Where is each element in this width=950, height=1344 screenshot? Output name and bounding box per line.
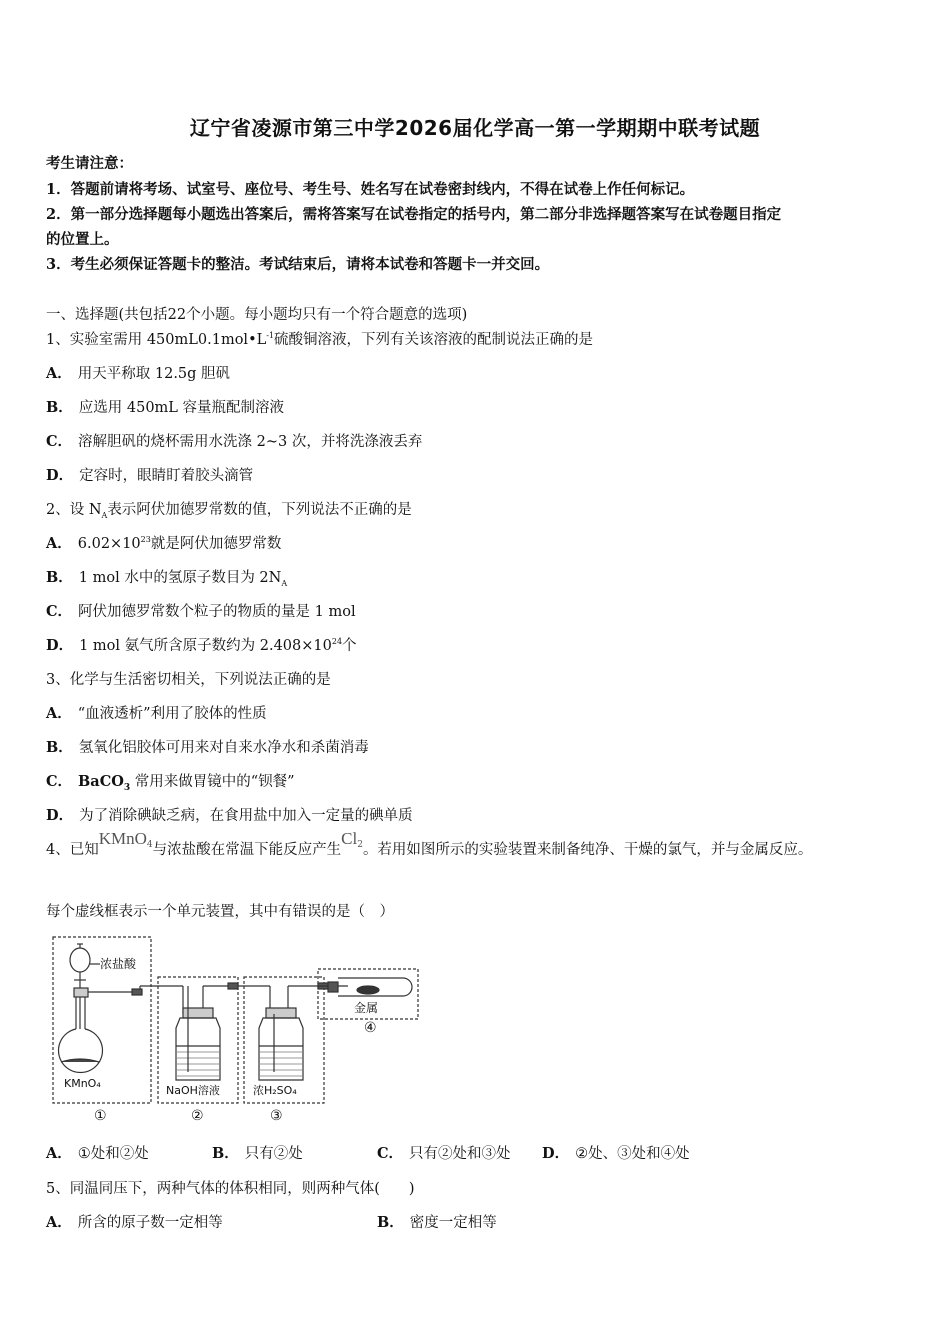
q3-stem: 3、化学与生活密切相关，下列说法正确的是 (46, 672, 331, 688)
label-unit-3: ③ (270, 1108, 283, 1124)
q3-a-text: “血液透析”利用了胶体的性质 (77, 706, 267, 722)
notice-item-2: 2．第一部分选择题每小题选出答案后，需将答案写在试卷指定的括号内，第二部分非选择题答案写在试卷题目指定 (46, 206, 782, 223)
q2-a-label: A． (46, 535, 72, 552)
q2-stem (46, 498, 412, 520)
q3-option-d (46, 804, 413, 825)
q1-stem-part2: 硫酸铜溶液，下列有关该溶液的配制说法正确的是 (274, 332, 594, 348)
q1-option-d (46, 464, 253, 485)
label-unit-2: ② (191, 1108, 204, 1124)
q5-option-a (46, 1211, 223, 1232)
q4-b-text: 只有②处 (244, 1146, 303, 1162)
q4-cl2-sub: 2 (357, 840, 363, 850)
q4-a-label: A． (46, 1145, 72, 1162)
page-title: 辽宁省凌源市第三中学2026届化学高一第一学期期中联考试题 (189, 116, 761, 140)
q4-kmno4: KMnO (98, 829, 147, 848)
q2-stem-part2: 表示阿伏加德罗常数的值，下列说法不正确的是 (107, 502, 412, 518)
q1-d-label: D． (46, 467, 74, 484)
notice-item-1: 1．答题前请将考场、试室号、座位号、考生号、姓名写在试卷密封线内，不得在试卷上作任何标记。 (46, 181, 695, 198)
q2-d-text2: 个 (342, 638, 357, 654)
q1-b-label: B． (46, 399, 73, 416)
q4-d-label: D． (542, 1145, 570, 1162)
q3-b-label: B． (46, 739, 73, 756)
apparatus-diagram (48, 934, 428, 1132)
label-unit-1: ① (94, 1108, 107, 1124)
q4-option-a (46, 1142, 149, 1163)
notice-heading: 考生请注意： (46, 155, 133, 172)
q4-options (46, 1142, 906, 1164)
label-h2so4: 浓H₂SO₄ (253, 1084, 297, 1097)
q2-stem-part1: 2、设 N (46, 502, 102, 518)
q1-option-a (46, 362, 230, 383)
q2-d-text1: 1 mol 氨气所含原子数约为 2.408×10 (79, 638, 332, 654)
notice-item-3: 3．考生必须保证答题卡的整洁。考试结束后，请将本试卷和答题卡一并交回。 (46, 256, 550, 273)
wash-bottle-naoh (176, 986, 228, 1080)
q2-b-label: B． (46, 569, 73, 586)
q3-c-text: 常用来做胃镜中的“钡餐” (130, 774, 295, 790)
q2-d-sup: 24 (331, 637, 343, 646)
q5-stem: 5、同温同压下，两种气体的体积相同，则两种气体( ) (46, 1181, 415, 1197)
q5-a-text: 所含的原子数一定相等 (77, 1215, 223, 1231)
label-metal: 金属 (354, 1001, 379, 1015)
q2-d-label: D． (46, 637, 74, 654)
q2-option-a (46, 532, 281, 553)
q4-option-c (377, 1142, 511, 1163)
q3-option-b (46, 736, 369, 757)
q5-a-label: A． (46, 1214, 72, 1231)
q3-c-formula: BaCO (78, 773, 124, 790)
q5-b-label: B． (377, 1214, 404, 1231)
q1-a-text: 用天平称取 12.5g 胆矾 (77, 366, 231, 382)
q4-c-label: C． (377, 1145, 404, 1162)
q1-stem-sup: -1 (266, 331, 275, 340)
q2-option-b (46, 566, 287, 588)
q2-b-sub: A (281, 578, 288, 588)
q2-option-d (46, 634, 357, 655)
q4-b-label: B． (212, 1145, 239, 1162)
q1-d-text: 定容时，眼睛盯着胶头滴管 (79, 468, 254, 484)
q2-stem-sub: A (101, 510, 108, 520)
q1-stem (46, 328, 593, 349)
q3-a-label: A． (46, 705, 72, 722)
label-naoh: NaOH溶液 (166, 1084, 220, 1097)
q4-cl2: Cl (341, 829, 358, 848)
q4-c-text: 只有②处和③处 (409, 1146, 511, 1162)
reaction-tube (328, 978, 412, 996)
q2-a-text2: 就是阿伏加德罗常数 (150, 536, 282, 552)
notice-item-2-cont: 的位置上。 (46, 231, 119, 248)
q3-c-sub: 3 (123, 782, 131, 793)
q2-b-text: 1 mol 水中的氢原子数目为 2N (78, 570, 282, 586)
q4-kmno4-sub: 4 (146, 840, 153, 850)
q2-c-label: C． (46, 603, 73, 620)
q1-option-b (46, 396, 284, 417)
q2-a-sup: 23 (140, 535, 151, 544)
q3-option-c (46, 770, 295, 793)
q4-stem-part2: 与浓盐酸在常温下能反应产生 (152, 842, 342, 858)
q1-c-text: 溶解胆矾的烧杯需用水洗涤 2~3 次，并将洗涤液丢弃 (78, 434, 423, 450)
label-hcl: 浓盐酸 (100, 957, 137, 971)
q3-option-a (46, 702, 267, 723)
label-unit-4: ④ (364, 1020, 377, 1036)
q4-a-text: ①处和②处 (77, 1146, 149, 1162)
q2-option-c (46, 600, 356, 621)
section-heading: 一、选择题(共包括22个小题。每小题均只有一个符合题意的选项) (46, 307, 468, 323)
q4-option-d (542, 1142, 690, 1163)
wash-bottle-h2so4 (238, 986, 348, 1080)
q3-d-label: D． (46, 807, 74, 824)
q3-c-label: C． (46, 773, 73, 790)
q4-option-b (212, 1142, 303, 1163)
q4-stem-part1: 4、已知 (46, 842, 99, 858)
q5-option-b (377, 1211, 497, 1232)
q4-stem-part3: 。若用如图所示的实验装置来制备纯净、干燥的氯气，并与金属反应。 (362, 842, 813, 858)
q3-d-text: 为了消除碘缺乏病，在食用盐中加入一定量的碘单质 (79, 808, 413, 824)
q4-stem (46, 829, 813, 860)
q4-d-text: ②处、③处和④处 (575, 1146, 690, 1162)
q1-a-label: A． (46, 365, 72, 382)
q1-b-text: 应选用 450mL 容量瓶配制溶液 (78, 400, 285, 416)
q4-stem-2: 每个虚线框表示一个单元装置，其中有错误的是（ ） (46, 904, 394, 920)
q2-a-text1: 6.02×10 (77, 536, 141, 552)
q1-c-label: C． (46, 433, 73, 450)
q1-option-c (46, 430, 422, 451)
q2-c-text: 阿伏加德罗常数个粒子的物质的量是 1 mol (78, 604, 356, 620)
q5-b-text: 密度一定相等 (409, 1215, 497, 1231)
q3-b-text: 氢氧化铝胶体可用来对自来水净水和杀菌消毒 (78, 740, 369, 756)
q1-stem-part1: 1、实验室需用 450mL0.1mol•L (46, 332, 267, 348)
label-kmno4: KMnO₄ (64, 1077, 101, 1090)
